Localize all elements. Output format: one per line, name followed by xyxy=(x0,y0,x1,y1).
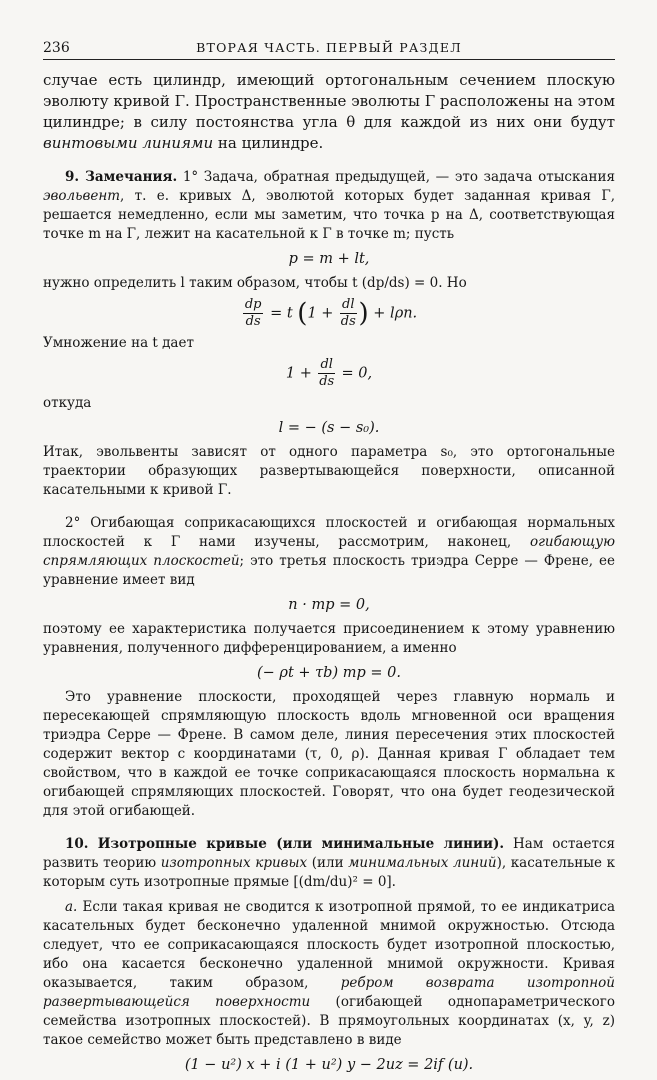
section-9-text-6: поэтому ее характеристика получается присоединением к этому уравнению уравнения, полученного дифференцированием, а именно xyxy=(43,621,615,656)
section-9-text-2: нужно определить l таким образом, чтобы t (dp/ds) = 0. Но xyxy=(43,275,467,291)
section-10-title: 10. Изотропные кривые (или минимальные линии). xyxy=(65,836,505,852)
section-9-text-7: Это уравнение плоскости, проходящей через главную нормаль и пересекающей спрямляющую плоскость вдоль мгновенной оси вращения триэдра Серре — Френе. В самом деле, линия пересечения этих плоскостей содержит вектор с координатами (τ, 0, ρ). Данная кривая Γ обладает тем свойством, что в каждой ее точке соприкасающаяся плоскость нормальна к огибающей спрямляющих плоскостей. Говорят, что она будет геодезической для этой огибающей. xyxy=(43,689,615,819)
section-9-paragraph-2: 2° Огибающая соприкасающихся плоскостей и огибающая нормальных плоскостей к Γ нами изучены, рассмотрим, наконец, огибающую спрямляющих плоскостей; это третья плоскость триэдра Серре — Френе, ее уравнение имеет вид xyxy=(43,515,615,588)
running-header xyxy=(43,40,615,60)
page xyxy=(43,40,615,1080)
section-10-paragraph-1: 10. Изотропные кривые (или минимальные линии). Нам остается развить теорию изотропных кривых (или минимальных линий), касательные к которым суть изотропные прямые [(dm/du)² = 0]. xyxy=(43,836,616,890)
intro-paragraph: случае есть цилиндр, имеющий ортогональным сечением плоскую эволюту кривой Γ. Пространственные эволюты Γ расположены на этом цилиндре; в силу постоянства угла θ для каждой из них они будут винтовыми линиями на цилиндре. xyxy=(43,71,615,152)
equation-l: l = − (s − s₀). xyxy=(278,420,380,436)
section-9-paragraph-1: 9. Замечания. 1° Задача, обратная предыдущей, — это задача отыскания эвольвент, т. е. кривых Δ, эволютой которых будет заданная кривая Γ, решается немедленно, если мы заметим, что точка p на Δ, соответствующая точке m на Γ, лежит на касательной к Γ в точке m; пусть xyxy=(43,169,615,242)
equation-n-mp: n · mp = 0, xyxy=(288,597,370,613)
section-9-text-5: Итак, эвольвенты зависят от одного параметра s₀, это ортогональные траектории образующих развертывающейся поверхности, описанной касательными к кривой Γ. xyxy=(43,444,615,498)
equation-isotropic-family: (1 − u²) x + i (1 + u²) y − 2uz = 2if (u). xyxy=(184,1057,474,1073)
section-10-paragraph-2: a. Если такая кривая не сводится к изотропной прямой, то ее индикатриса касательных будет бесконечно удаленной мнимой окружностью. Отсюда следует, что ее соприкасающаяся плоскость будет изотропной плоскостью, ибо она касается бесконечно удаленной мнимой окружности. Кривая оказывается, таким образом, ребром возврата изотропной развертывающейся поверхности (огибающей однопараметрического семейства изотропных плоскостей). В прямоугольных координатах (x, y, z) такое семейство может быть представлено в виде xyxy=(43,899,615,1048)
page-number: 236 xyxy=(43,40,70,56)
equation-rho-tau: (− ρt + τb) mp = 0. xyxy=(257,665,401,681)
section-9-title: 9. Замечания. xyxy=(65,169,178,185)
equation-dl-ds: 1 + $\frac{dl}{ds}$ = 0, xyxy=(285,357,373,389)
equation-dp-ds: $\frac{dp}{ds}$ = t (1 + $\frac{dl}{ds}$ ) + lρn. xyxy=(244,297,418,329)
section-9-text-3: Умножение на t дает xyxy=(43,335,194,351)
section-9-text-4: откуда xyxy=(43,395,92,411)
running-title: ВТОРАЯ ЧАСТЬ. ПЕРВЫЙ РАЗДЕЛ xyxy=(196,40,462,55)
equation-p: p = m + lt, xyxy=(288,251,370,267)
